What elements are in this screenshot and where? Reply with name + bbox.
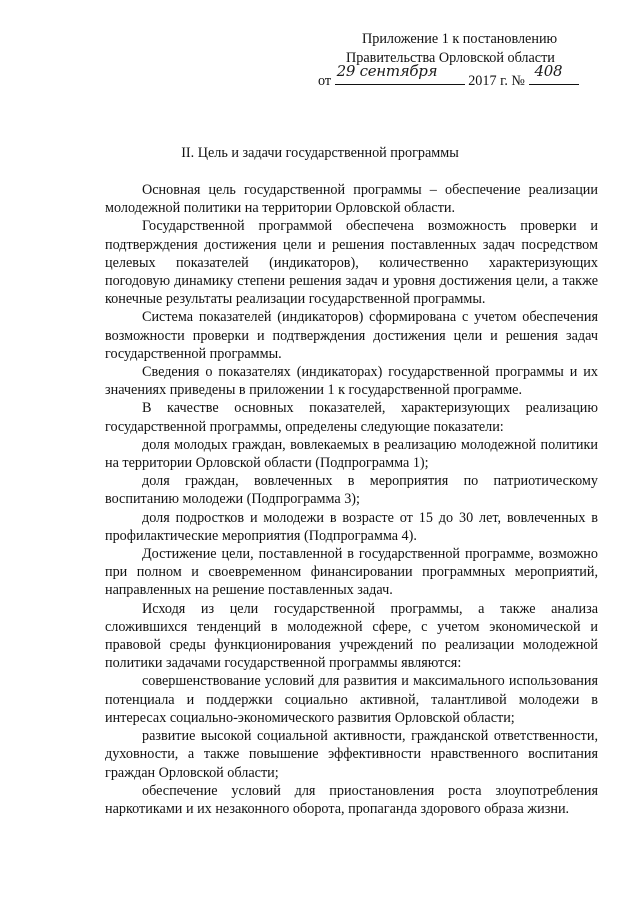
date-prefix: от — [318, 73, 332, 89]
number-field — [529, 62, 579, 85]
appendix-header — [318, 30, 618, 90]
paragraph: совершенствование условий для развития и максимального использования потенциала и поддержки социально активной, талантливой молодежи в интересах социально-экономического развития Орловской области; — [105, 673, 598, 726]
paragraph: Основная цель государственной программы – обеспечение реализации молодежной политики на территории Орловской области. — [105, 182, 598, 217]
handwritten-date: 29 сентября — [336, 62, 438, 80]
paragraph: доля молодых граждан, вовлекаемых в реализацию молодежной политики на территории Орловской области (Подпрограмма 1); — [105, 436, 598, 472]
paragraph: обеспечение условий для приостановления роста злоупотребления наркотиками и их незаконного оборота, пропаганда здорового образа жизни. — [105, 782, 598, 817]
paragraph: Исходя из цели государственной программы, а также анализа сложившихся тенденций в молодежной сфере, с учетом экономической и правовой среды функционирования учреждений по реализации молодежной политики задачами государственной программы являются: — [105, 600, 598, 672]
paragraph: развитие высокой социальной активности, гражданской ответственности, духовности, а также повышение эффективности нравственного воспитания граждан Орловской области; — [105, 728, 598, 781]
paragraph: Сведения о показателях (индикаторах) государственной программы и их значениях приведены в приложении 1 к государственной программе. — [105, 364, 598, 399]
document-body — [105, 181, 598, 818]
appendix-line-1: Приложение 1 к постановлению — [362, 31, 558, 47]
paragraph: доля подростков и молодежи в возрасте от 15 до 30 лет, вовлеченных в профилактические мероприятия (Подпрограмма 4). — [105, 509, 598, 544]
section-title: II. Цель и задачи государственной программы — [181, 145, 459, 161]
paragraph: доля граждан, вовлеченных в мероприятия по патриотическому воспитанию молодежи (Подпрограмма 3); — [105, 473, 598, 508]
date-field — [335, 62, 465, 85]
paragraph: Система показателей (индикаторов) сформирована с учетом обеспечения возможности проверки и подтверждения достижения цели и решения задач государственной программы. — [105, 309, 598, 362]
paragraph: Государственной программой обеспечена возможность проверки и подтверждения достижения цели и решения поставленных задач посредством целевых показателей (индикаторов), количественно характеризующих погодовую динамику степени решения задач и уровня достижения цели, а также конечные результаты реализации государственной программы. — [105, 218, 598, 308]
appendix-line-2: Правительства Орловской области — [346, 50, 555, 66]
year-text: 2017 г. № — [468, 73, 525, 89]
handwritten-number: 408 — [534, 62, 563, 80]
paragraph: В качестве основных показателей, характеризующих реализацию государственной программы, определены следующие показатели: — [105, 400, 598, 435]
paragraph: Достижение цели, поставленной в государственной программе, возможно при полном и своевременном финансировании программных мероприятий, направленных на решение поставленных задач. — [105, 546, 598, 599]
appendix-date-line — [318, 62, 618, 90]
